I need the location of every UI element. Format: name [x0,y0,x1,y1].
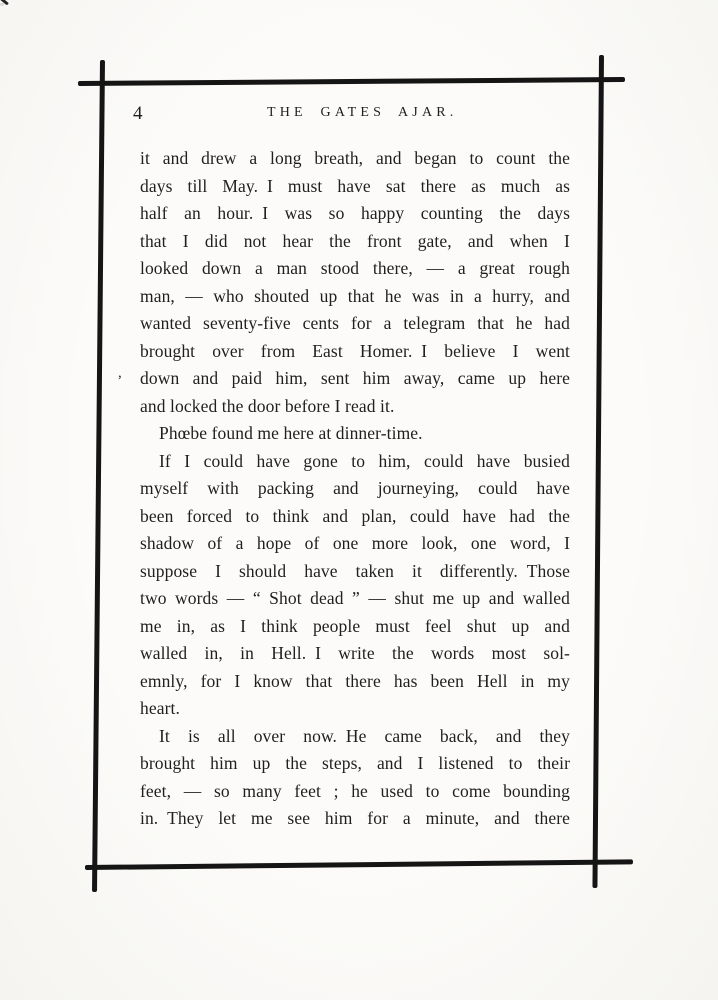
text-line: shadow of a hope of one more look, one word, I [140,533,570,553]
text-line: been forced to think and plan, could have had the [140,505,570,526]
page-number: 4 [133,103,143,124]
text-line: brought him up the steps, and I listened to their [140,753,570,773]
frame-bottom-rule [85,859,633,870]
frame-right-rule [592,55,603,888]
text-line: walled in, in Hell. I write the words most sol- [140,643,570,663]
text-line: and locked the door before I read it. [140,395,395,416]
text-line: me in, as I think people must feel shut up and [140,615,570,636]
text-line: two words — “ Shot dead ” — shut me up and walled [140,588,570,608]
text-line: it and drew a long breath, and began to count the [140,148,570,168]
frame-top-rule [78,77,625,86]
text-line: heart. [140,698,180,718]
body-text [140,145,570,833]
ink-speck-faint-dot [0,3,4,6]
text-line: It is all over now. He came back, and they [159,725,570,746]
running-header: THE GATES AJAR. [267,105,458,120]
frame-left-rule [92,60,104,892]
text-line: Phœbe found me here at dinner-time. [159,423,423,443]
text-line: down and paid him, sent him away, came up here [140,368,570,388]
ink-speck-margin-comma: , [118,365,122,381]
text-line: half an hour. I was so happy counting the days [140,203,570,223]
text-line: emnly, for I know that there has been Hell in my [140,670,570,691]
text-line: in. They let me see him for a minute, and there [140,808,570,828]
text-line: feet, — so many feet ; he used to come bounding [140,780,570,801]
text-line: If I could have gone to him, could have busied [159,450,570,471]
text-line: suppose I should have taken it differently. Those [140,560,570,581]
text-line: looked down a man stood there, — a great rough [140,258,570,278]
text-line: that I did not hear the front gate, and when I [140,230,570,251]
text-line: days till May. I must have sat there as much as [140,175,570,196]
text-line: man, — who shouted up that he was in a hurry, and [140,285,570,306]
text-line: brought over from East Homer. I believe I went [140,340,570,361]
text-line: myself with packing and journeying, could have [140,478,570,498]
text-line: wanted seventy-five cents for a telegram that he had [140,313,570,333]
